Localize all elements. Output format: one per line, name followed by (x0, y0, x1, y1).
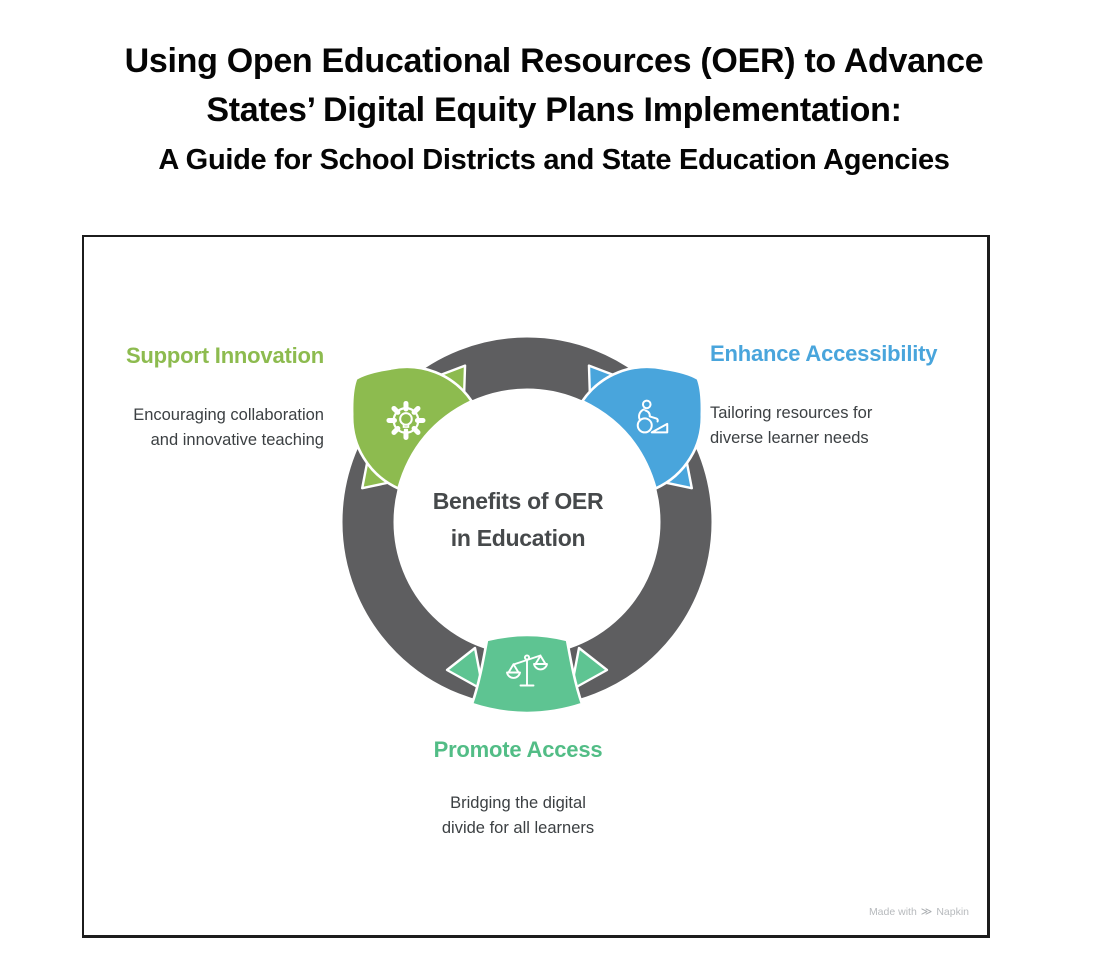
title-line-2: States’ Digital Equity Plans Implementation: (206, 91, 902, 129)
title-line-3: A Guide for School Districts and State Education Agencies (158, 144, 950, 176)
diagram-frame (82, 235, 990, 938)
enhance-accessibility-description: Tailoring resources for diverse learner needs (710, 404, 873, 447)
label-support-innovation (112, 343, 324, 453)
enhance-accessibility-title: Enhance Accessibility (710, 341, 938, 366)
promote-access-title: Promote Access (433, 737, 603, 762)
label-enhance-accessibility (710, 341, 962, 451)
title-line-1: Using Open Educational Resources (OER) to Advance (124, 42, 984, 80)
napkin-logo-icon: ≫ (920, 906, 933, 918)
document-title (0, 37, 1108, 185)
node-support-innovation (305, 317, 487, 506)
support-innovation-description: Encouraging collaboration and innovative teaching (133, 406, 324, 449)
napkin-watermark (869, 905, 969, 918)
promote-access-description: Bridging the digital divide for all learners (441, 794, 595, 837)
watermark-prefix: Made with (868, 905, 917, 918)
diagram-center-title: Benefits of OER in Education (432, 488, 604, 551)
watermark-brand: Napkin (936, 905, 969, 918)
support-innovation-title: Support Innovation (125, 343, 324, 368)
label-promote-access (368, 737, 668, 841)
